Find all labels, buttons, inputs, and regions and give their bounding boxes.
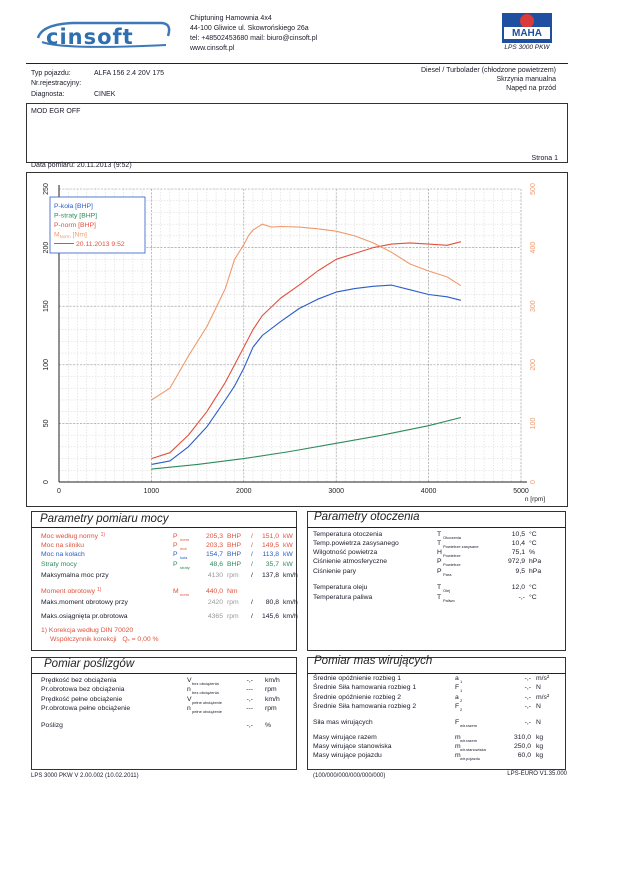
environment-symbol-sub: Powietrze <box>443 562 461 567</box>
masses-row <box>313 703 563 712</box>
measurement-label: Maks.moment obrotowy przy <box>41 599 128 606</box>
measurement-slash: / <box>251 542 253 549</box>
masses-value: 60,0 <box>517 752 531 759</box>
environment-row <box>313 531 563 540</box>
measurement-symbol: M <box>173 588 179 595</box>
environment-symbol-sub: Olej <box>443 588 451 593</box>
masses-symbol: F <box>455 703 460 710</box>
correction-factor-value: 0,00 % <box>137 636 159 643</box>
measurement-unit1: rpm <box>227 572 239 579</box>
series-line-3 <box>151 224 461 400</box>
measurement-value1: 4130 <box>207 572 223 579</box>
slip-row <box>41 705 291 714</box>
measurement-symbol-sub: mot <box>180 546 187 551</box>
measurement-value2: 137,8 <box>261 572 279 579</box>
environment-value: 972,9 <box>507 558 525 565</box>
masses-value: -,- <box>524 675 531 682</box>
masses-symbol: F <box>455 719 460 726</box>
measurement-value1: 2420 <box>207 599 223 606</box>
environment-symbol: P <box>437 568 442 575</box>
masses-symbol: F <box>455 684 460 691</box>
slip-unit: % <box>265 722 272 729</box>
slip-unit: km/h <box>265 696 280 703</box>
notes-text: MOD EGR OFF <box>31 108 81 115</box>
slip-row <box>41 686 291 695</box>
maha-product: LPS 3000 PKW <box>504 44 550 51</box>
masses-label: Średnie Siła hamowania rozbieg 2 <box>313 703 417 710</box>
slip-value: -,- <box>246 696 253 703</box>
measurement-slash: / <box>251 572 253 579</box>
masses-label: Średnie opóźnienie rozbieg 2 <box>313 694 402 701</box>
slip-label: Poślizg <box>41 722 63 729</box>
environment-unit: °C <box>529 540 537 547</box>
measurement-value1: 203,3 <box>205 542 223 549</box>
measurement-unit1: BHP <box>227 533 241 540</box>
environment-label: Ciśnienie pary <box>313 568 357 575</box>
masses-row <box>313 694 563 703</box>
measurement-row <box>41 613 298 622</box>
y-left-tick-label: 50 <box>43 419 50 428</box>
company-contact: tel: +48502453680 mail: biuro@cinsoft.pl <box>190 35 318 42</box>
masses-symbol: a <box>455 675 459 682</box>
measurement-slash: / <box>251 613 253 620</box>
masses-value: 250,0 <box>513 743 531 750</box>
vehicle-type-value: ALFA 156 2.4 20V 175 <box>94 70 165 77</box>
environment-symbol-sub: Para <box>443 572 452 577</box>
measurement-unit2: kW <box>283 551 293 558</box>
masses-label: Masy wirujące razem <box>313 734 377 741</box>
masses-label: Masy wirujące stanowiska <box>313 743 392 750</box>
masses-symbol-sub: 2 <box>460 698 463 703</box>
masses-symbol: a <box>455 694 459 701</box>
masses-symbol-sub: 2 <box>460 707 463 712</box>
masses-title-rule <box>307 673 566 674</box>
slip-row <box>41 722 291 731</box>
environment-value: 12,0 <box>511 584 525 591</box>
environment-symbol: T <box>437 531 442 538</box>
company-name: Chiptuning Hamownia 4x4 <box>190 15 272 22</box>
masses-unit: N <box>536 703 541 710</box>
measurement-unit1: Nm <box>227 588 238 595</box>
measurement-label: Moc według normy <box>41 533 99 540</box>
measurement-value2: 145,6 <box>261 613 279 620</box>
masses-value: 310,0 <box>513 734 531 741</box>
slip-label: Prędkość pełne obciążenie <box>41 696 123 703</box>
masses-label: Siła mas wirujących <box>313 719 373 726</box>
slip-symbol: V <box>187 677 192 684</box>
environment-label: Temperatura oleju <box>313 584 368 591</box>
diagnostician-value: CINEK <box>94 91 116 98</box>
environment-value: 10,5 <box>511 531 525 538</box>
masses-label: Średnie opóźnienie rozbieg 1 <box>313 675 402 682</box>
environment-row <box>313 540 563 549</box>
correction-factor-row: Współczynnik korekcji Qc = 0,00 % <box>50 636 159 643</box>
measurement-symbol-sub: straty <box>180 565 190 570</box>
environment-row <box>313 568 563 577</box>
masses-row <box>313 675 563 684</box>
slip-value: -,- <box>246 722 253 729</box>
environment-value: 9,5 <box>515 568 525 575</box>
masses-unit: kg <box>536 734 544 741</box>
footer-left: LPS 3000 PKW V 2.00.002 (10.02.2011) <box>31 773 139 779</box>
measurement-row <box>41 599 298 608</box>
slip-value: --- <box>246 686 253 693</box>
masses-label: Masy wirujące pojazdu <box>313 752 382 759</box>
measurement-date: Data pomiaru: 20.11.2013 (9:52) <box>31 162 132 169</box>
legend-entry-unit: [Nm] <box>70 231 87 239</box>
masses-unit: N <box>536 719 541 726</box>
masses-row <box>313 734 563 743</box>
x-tick-label: 5000 <box>513 488 529 495</box>
environment-unit: °C <box>529 531 537 538</box>
masses-unit: m/s² <box>536 694 550 701</box>
legend-entry: 20.11.2013 9:52 <box>76 241 125 248</box>
measurement-symbol-sub: koła <box>180 555 188 560</box>
environment-symbol-sub: Otoczenia <box>443 535 462 540</box>
x-tick-label: 3000 <box>328 488 344 495</box>
legend-entry: P-koła [BHP] <box>54 203 93 210</box>
y-right-tick-label: 0 <box>530 480 537 484</box>
environment-symbol: T <box>437 584 442 591</box>
environment-symbol: H <box>437 549 442 556</box>
correction-factor-symbol: Q <box>122 636 128 643</box>
masses-symbol-sub: 1 <box>460 679 463 684</box>
measurement-symbol: P <box>173 542 178 549</box>
environment-value: -,- <box>518 594 525 601</box>
x-tick-label: 2000 <box>236 488 252 495</box>
environment-value: 10,4 <box>511 540 525 547</box>
slip-label: Pr.obrotowa bez obciążenia <box>41 686 125 693</box>
masses-symbol-sub: wir.pojazdu <box>460 756 481 761</box>
environment-label: Temperatura otoczenia <box>313 531 383 538</box>
series-line-0 <box>151 285 461 464</box>
slip-unit: rpm <box>265 705 277 712</box>
environment-unit: °C <box>529 584 537 591</box>
masses-value: -,- <box>524 684 531 691</box>
slip-symbol: n <box>187 686 191 693</box>
legend-entry: P-straty [BHP] <box>54 212 98 220</box>
measurement-slash: / <box>251 599 253 606</box>
correction-factor-label: Współczynnik korekcji <box>50 636 117 643</box>
legend-entry-sub: Norm <box>59 234 71 239</box>
x-tick-label: 0 <box>57 488 61 495</box>
gearbox-type: Skrzynia manualna <box>496 76 556 83</box>
measurement-unit1: BHP <box>227 542 241 549</box>
maha-logo <box>494 11 560 53</box>
environment-symbol-sub: Powietrze <box>443 553 461 558</box>
x-axis-unit: n [rpm] <box>524 496 546 503</box>
environment-row <box>313 549 563 558</box>
masses-row <box>313 752 563 761</box>
measurement-unit1: BHP <box>227 561 241 568</box>
measurement-unit2: kW <box>283 561 293 568</box>
measurement-row <box>41 588 291 597</box>
masses-unit: m/s² <box>536 675 550 682</box>
measurement-slash: / <box>251 533 253 540</box>
correction-factor-subscript: c <box>127 637 130 642</box>
footer-center: (100/000/000/000/000/000) <box>313 773 386 779</box>
environment-title: Parametry otoczenia <box>314 511 420 523</box>
environment-row <box>313 594 563 603</box>
slip-symbol-sub: pełne obciążenie <box>192 709 223 714</box>
slip-symbol-sub: bez obciążenia <box>192 681 219 686</box>
masses-unit: kg <box>536 752 544 759</box>
environment-symbol: P <box>437 558 442 565</box>
masses-row <box>313 684 563 693</box>
masses-symbol: m <box>455 743 461 750</box>
measurement-row <box>41 542 291 551</box>
environment-row <box>313 558 563 567</box>
y-right-tick-label: 500 <box>530 183 537 195</box>
measurement-unit2: kW <box>283 533 293 540</box>
slip-unit: km/h <box>265 677 280 684</box>
measurement-symbol: P <box>173 533 178 540</box>
masses-symbol: m <box>455 734 461 741</box>
environment-label: Temperatura paliwa <box>313 594 373 601</box>
slip-value: --- <box>246 705 253 712</box>
measurement-value1: 48,6 <box>209 561 223 568</box>
slip-symbol-sub: pełne obciążenie <box>192 700 223 705</box>
measurement-symbol: P <box>173 551 178 558</box>
environment-symbol-sub: Powietrze zasysane <box>443 544 479 549</box>
measurement-symbol-sub: norm <box>180 537 190 542</box>
measurement-label: Maksymalna moc przy <box>41 572 109 579</box>
masses-label: Średnie Siła hamowania rozbieg 1 <box>313 684 417 691</box>
measurement-value2: 35,7 <box>265 561 279 568</box>
masses-symbol-sub: 1 <box>460 688 463 693</box>
measurement-unit1: rpm <box>227 613 239 620</box>
environment-symbol-sub: Paliwo <box>443 598 455 603</box>
engine-type: Diesel / Turbolader (chłodzone powietrzem) <box>420 67 556 74</box>
environment-symbol: T <box>437 540 442 547</box>
y-right-tick-label: 300 <box>530 300 537 313</box>
legend-entry: P-norm [BHP] <box>54 222 96 229</box>
masses-unit: kg <box>536 743 544 750</box>
measurement-title-rule <box>31 527 297 528</box>
measurement-row <box>41 561 291 570</box>
masses-symbol: m <box>455 752 461 759</box>
masses-value: -,- <box>524 703 531 710</box>
chart-legend <box>50 197 145 253</box>
y-left-tick-label: 200 <box>43 241 50 254</box>
cinsoft-logo <box>34 18 174 54</box>
measurement-slash: / <box>251 561 253 568</box>
environment-label: Ciśnienie atmosferyczne <box>313 558 388 565</box>
measurement-label: Moc na kołach <box>41 551 85 558</box>
page-number: Strona 1 <box>531 155 558 162</box>
y-right-tick-label: 100 <box>530 417 537 430</box>
environment-row <box>313 584 563 593</box>
cinsoft-logo-text: cinsoft <box>46 25 134 49</box>
slip-unit: rpm <box>265 686 277 693</box>
masses-row <box>313 719 563 728</box>
slip-symbol: V <box>187 696 192 703</box>
measurement-unit1: BHP <box>227 551 241 558</box>
masses-title: Pomiar mas wirujących <box>314 655 433 667</box>
power-torque-chart <box>26 172 568 507</box>
measurement-label: Straty mocy <box>41 561 77 568</box>
company-website: www.cinsoft.pl <box>190 45 235 52</box>
environment-label: Temp.powietrza zasysanego <box>313 540 399 547</box>
slip-row <box>41 677 291 686</box>
environment-value: 75,1 <box>511 549 525 556</box>
environment-label: Wilgotność powietrza <box>313 549 378 556</box>
y-right-tick-label: 400 <box>530 241 537 254</box>
measurement-label-sup: 1) <box>97 587 102 593</box>
slip-symbol: n <box>187 705 191 712</box>
measurement-row <box>41 533 291 542</box>
environment-unit: hPa <box>529 568 542 575</box>
y-left-tick-label: 150 <box>43 300 50 313</box>
slip-title: Pomiar poślizgów <box>44 658 135 670</box>
environment-unit: °C <box>529 594 537 601</box>
measurement-row <box>41 551 291 560</box>
correction-note: 1) Korekcja według DIN 70020 <box>41 627 134 634</box>
measurement-value1: 4365 <box>207 613 223 620</box>
measurement-value1: 205,3 <box>205 533 223 540</box>
drive-type: Napęd na przód <box>506 85 556 92</box>
measurement-row <box>41 572 298 581</box>
measurement-unit2: km/h <box>283 613 298 620</box>
legend-entry: $M_{Norm}$ [Nm] <box>54 231 87 239</box>
measurement-unit2: km/h <box>283 599 298 606</box>
slip-label: Pr.obrotowa pełne obciążenie <box>41 705 131 712</box>
measurement-unit2: kW <box>283 542 293 549</box>
y-left-tick-label: 250 <box>43 183 50 195</box>
masses-value: -,- <box>524 719 531 726</box>
footer-right: LPS-EURO V1.35.000 <box>507 771 567 777</box>
maha-logo-text: MAHA <box>512 28 542 39</box>
measurement-label: Moment obrotowy <box>41 588 96 595</box>
measurement-unit1: rpm <box>227 599 239 606</box>
y-left-tick-label: 0 <box>43 480 50 484</box>
series-line-1 <box>151 418 461 470</box>
measurement-value1: 154,7 <box>205 551 223 558</box>
masses-unit: N <box>536 684 541 691</box>
measurement-value1: 440,0 <box>205 588 223 595</box>
masses-symbol-sub: wir.stanowiska <box>460 747 486 752</box>
header-divider <box>26 63 568 64</box>
environment-unit: % <box>529 549 536 556</box>
vehicle-type-label: Typ pojazdu: <box>31 70 71 77</box>
measurement-unit2: km/h <box>283 572 298 579</box>
masses-symbol-sub: wir.razem <box>460 738 478 743</box>
measurement-slash: / <box>251 551 253 558</box>
slip-symbol-sub: bez obciążenia <box>192 690 219 695</box>
measurement-value2: 113,8 <box>262 551 279 558</box>
measurement-title: Parametry pomiaru mocy <box>40 513 169 525</box>
slip-title-rule <box>31 673 297 674</box>
environment-symbol: T <box>437 594 442 601</box>
measurement-label: Maks.osiągnięta pr.obrotowa <box>41 613 128 620</box>
x-tick-label: 4000 <box>420 488 437 495</box>
company-address: 44-100 Gliwice ul. Skowrońskiego 26a <box>190 25 309 32</box>
registration-label: Nr.rejestracyjny: <box>31 80 82 87</box>
y-left-tick-label: 100 <box>43 358 50 371</box>
measurement-symbol: P <box>173 561 178 568</box>
diagnostician-label: Diagnosta: <box>31 91 65 98</box>
x-tick-label: 1000 <box>143 488 160 495</box>
measurement-value2: 80,8 <box>265 599 279 606</box>
environment-title-rule <box>307 527 566 528</box>
series-line-2 <box>151 242 461 459</box>
slip-label: Prędkość bez obciążenia <box>41 677 117 684</box>
environment-unit: hPa <box>529 558 542 565</box>
slip-value: -,- <box>246 677 253 684</box>
masses-value: -,- <box>524 694 531 701</box>
notes-box <box>26 103 568 163</box>
masses-symbol-sub: wir.razem <box>460 723 478 728</box>
measurement-label: Moc na silniku <box>41 542 85 549</box>
masses-row <box>313 743 563 752</box>
measurement-value2: 149,5 <box>261 542 279 549</box>
y-right-tick-label: 200 <box>530 358 537 371</box>
measurement-label-sup: 1) <box>100 532 106 538</box>
measurement-symbol-sub: norm <box>180 592 190 597</box>
measurement-value2: 151,0 <box>261 533 279 540</box>
slip-row <box>41 696 291 705</box>
